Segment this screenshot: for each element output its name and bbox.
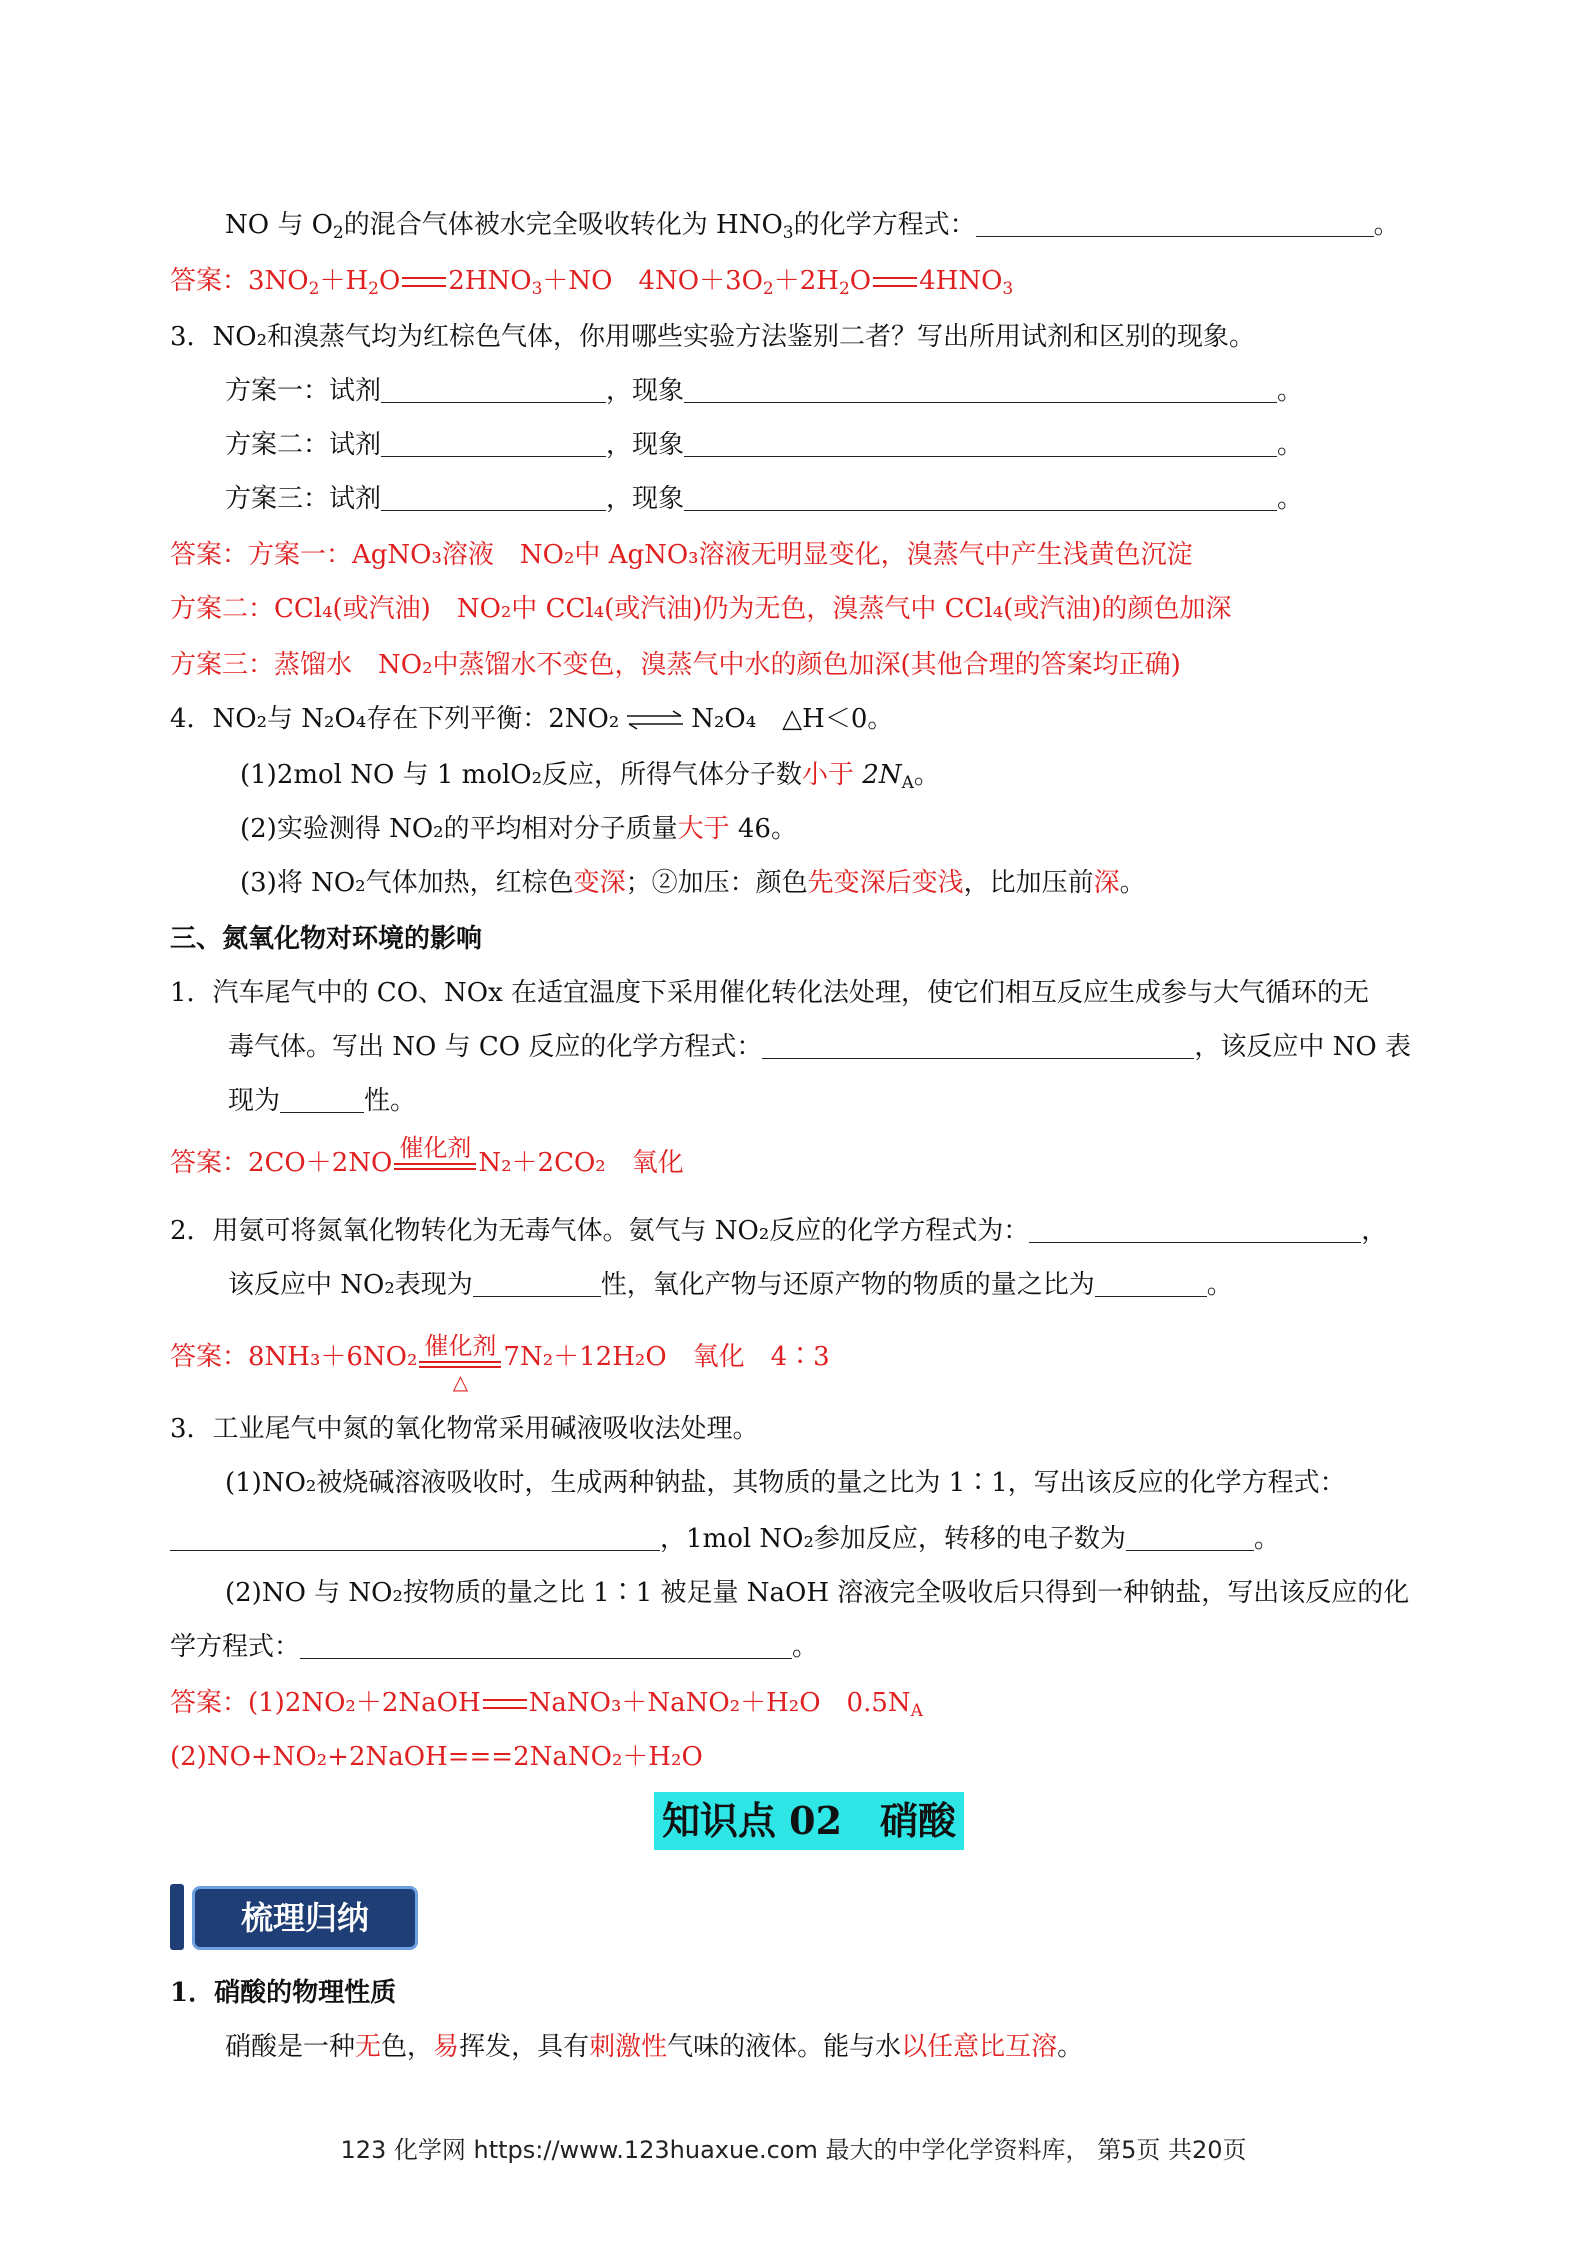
- answer-text: 大于: [677, 814, 730, 844]
- text: 答案：8NH₃＋6NO₂: [170, 1342, 418, 1372]
- answer-blank: [684, 484, 1277, 511]
- answer-blank: [381, 484, 606, 511]
- text: 。: [792, 1632, 819, 1662]
- answer-text: 小于: [802, 760, 855, 790]
- text: O: [378, 266, 401, 296]
- text: △: [452, 1370, 469, 1394]
- answer-text: 变深: [573, 868, 626, 898]
- text: 方案二：试剂: [225, 430, 382, 460]
- answer-blank: [684, 430, 1277, 457]
- text: 气味的液体。能与水: [667, 2032, 902, 2062]
- text: ，该反应中 NO 表: [1194, 1032, 1411, 1062]
- answer-blank: [300, 1632, 792, 1659]
- text: ＋H: [319, 266, 369, 296]
- question-4-3: [240, 866, 1520, 900]
- text: ，: [1361, 1216, 1388, 1246]
- text: 2．用氨可将氮氧化物转化为无毒气体。氨气与 NO₂反应的化学方程式为：: [170, 1216, 1030, 1246]
- answer-blank: [762, 1032, 1194, 1059]
- subsection-title: 1．硝酸的物理性质: [170, 1978, 397, 2008]
- text: A: [910, 1701, 923, 1721]
- text: 硝酸是一种: [225, 2032, 356, 2062]
- badge-label: 梳理归纳: [192, 1886, 418, 1950]
- answer-blank: [170, 1524, 660, 1551]
- answer-text: 以任意比互溶: [901, 2032, 1058, 2062]
- answer-text: 易: [433, 2032, 460, 2062]
- text: 。: [1253, 1524, 1280, 1554]
- text: 性，氧化产物与还原产物的物质的量之比为: [600, 1270, 1095, 1300]
- badge-bar: [170, 1884, 184, 1950]
- text: 催化剂: [399, 1134, 472, 1162]
- answer-line: (2)NO+NO₂+2NaOH===2NaNO₂＋H₂O: [170, 1742, 703, 1772]
- text: N₂O₄ △H＜0。: [691, 704, 894, 734]
- text: ，现象: [606, 484, 685, 514]
- answer-line: 方案二：CCl₄(或汽油) NO₂中 CCl₄(或汽油)仍为无色，溴蒸气中 CCl₄(或汽油)的颜色加深: [170, 594, 1232, 624]
- answer-blank: [381, 376, 606, 403]
- text: 46。: [729, 814, 797, 844]
- text: ＋2H: [773, 266, 839, 296]
- answer-blank: [1029, 1216, 1361, 1243]
- text: 7N₂＋12H₂O 氧化 4∶3: [503, 1342, 830, 1372]
- answer-blank: [1126, 1524, 1254, 1551]
- text: 2HNO: [448, 266, 532, 296]
- text: A: [901, 773, 914, 793]
- plan-line-3: [225, 482, 1505, 516]
- text: (1)2mol NO 与 1 molO₂反应，所得气体分子数: [240, 760, 803, 790]
- text: 方案三：试剂: [225, 484, 382, 514]
- text: NO 与 O: [225, 210, 333, 240]
- text: ，现象: [606, 430, 685, 460]
- text: 催化剂: [424, 1332, 497, 1360]
- plan-line-1: [225, 374, 1505, 408]
- text: 。: [1057, 2032, 1084, 2062]
- s3-question-3: 3．工业尾气中氮的氧化物常采用碱液吸收法处理。: [170, 1414, 759, 1444]
- text: (3)将 NO₂气体加热，红棕色: [240, 868, 574, 898]
- answer-text: 刺激性: [589, 2032, 668, 2062]
- text: 毒气体。写出 NO 与 CO 反应的化学方程式：: [228, 1032, 763, 1062]
- answer-line: 方案三：蒸馏水 NO₂中蒸馏水不变色，溴蒸气中水的颜色加深(其他合理的答案均正确): [170, 650, 1181, 680]
- knowledge-point-heading: 知识点 02 硝酸: [654, 1792, 964, 1850]
- answer-blank: [976, 210, 1374, 237]
- text: 方案一：试剂: [225, 376, 382, 406]
- catalyst-condition: [419, 1332, 501, 1394]
- answer-line: [170, 1686, 1450, 1728]
- section-heading: 三、氮氧化物对环境的影响: [170, 924, 483, 954]
- question-3: 3．NO₂和溴蒸气均为红棕色气体，你用哪些实验方法鉴别二者？写出所用试剂和区别的现象。: [170, 322, 1256, 352]
- s3-question-1-cont: [228, 1084, 1508, 1118]
- answer-blank: [473, 1270, 601, 1297]
- answer-blank: [684, 376, 1277, 403]
- answer-line: 答案：$3NO_2+H_2O$ $2HNO_3+NO$ $4NO+3O_2+2H_2O$ $4HNO_3$: [170, 266, 1014, 299]
- answer-line: [170, 1332, 1450, 1394]
- text: 。: [1277, 430, 1304, 460]
- text: 色，: [381, 2032, 434, 2062]
- question-line: NO 与 $O_2$的混合气体被水完全吸收转化为 $HNO_3$的化学方程式： 。: [225, 210, 1400, 243]
- question-4-1: [240, 758, 1520, 800]
- text: 性。: [364, 1086, 417, 1116]
- text: 答案：(1)2NO₂＋2NaOH: [170, 1688, 481, 1718]
- text: 。: [1206, 1270, 1233, 1300]
- answer-blank: [1095, 1270, 1207, 1297]
- s3-question-2-cont: [228, 1268, 1508, 1302]
- s3-question-3-2: (2)NO 与 NO₂按物质的量之比 1∶1 被足量 NaOH 溶液完全吸收后只得到一种钠盐，写出该反应的化: [225, 1578, 1410, 1608]
- equals-sign: [402, 277, 446, 287]
- text: ；②加压：颜色: [625, 868, 808, 898]
- answer-blank: [280, 1086, 364, 1113]
- text: 4．NO₂与 N₂O₄存在下列平衡：2NO₂: [170, 704, 620, 734]
- answer-text: 深: [1093, 868, 1120, 898]
- text: 。: [1277, 484, 1304, 514]
- question-4: [170, 702, 1450, 736]
- question-4-2: [240, 812, 1520, 846]
- reversible-arrow-icon: [625, 710, 685, 730]
- text: 的混合气体被水完全吸收转化为 HNO: [343, 210, 783, 240]
- s3-question-2: [170, 1214, 1450, 1248]
- text: ，1mol NO₂参加反应，转移的电子数为: [660, 1524, 1126, 1554]
- equals-sign: [483, 1699, 527, 1709]
- text: O: [849, 266, 872, 296]
- text: 4HNO: [919, 266, 1003, 296]
- s3-question-1: 1．汽车尾气中的 CO、NOx 在适宜温度下采用催化转化法处理，使它们相互反应生成参与大气循环的无: [170, 978, 1370, 1008]
- text: 。: [913, 760, 940, 790]
- page-footer: 123 化学网 https://www.123huaxue.com 最大的中学化学资料库， 第5页 共20页: [340, 2136, 1247, 2164]
- text: ，比加压前: [963, 868, 1094, 898]
- text: ，现象: [606, 376, 685, 406]
- equals-sign: [873, 277, 917, 287]
- answer-line: [170, 1134, 1450, 1180]
- answer-line: 答案：方案一：AgNO₃溶液 NO₂中 AgNO₃溶液无明显变化，溴蒸气中产生浅黄色沉淀: [170, 540, 1193, 570]
- paragraph: [225, 2030, 1505, 2064]
- text: 学方程式：: [170, 1632, 301, 1662]
- text: NaNO₃＋NaNO₂＋H₂O 0.5N: [528, 1688, 911, 1718]
- s3-question-1-cont: [228, 1030, 1508, 1064]
- text: 答案：3NO: [170, 266, 309, 296]
- text: 。: [1277, 376, 1304, 406]
- text: 挥发，具有: [459, 2032, 590, 2062]
- text: N₂＋2CO₂ 氧化: [478, 1148, 684, 1178]
- text: 答案：2CO＋2NO: [170, 1148, 393, 1178]
- text: 。: [1119, 868, 1146, 898]
- plan-line-2: [225, 428, 1505, 462]
- summary-badge: [170, 1882, 420, 1950]
- text: 该反应中 NO₂表现为: [228, 1270, 473, 1300]
- text: (2)实验测得 NO₂的平均相对分子质量: [240, 814, 678, 844]
- s3-question-3-1: (1)NO₂被烧碱溶液吸收时，生成两种钠盐，其物质的量之比为 1∶1，写出该反应的化学方程式：: [225, 1468, 1346, 1498]
- text: ＋NO 4NO＋3O: [542, 266, 763, 296]
- text: 现为: [228, 1086, 281, 1116]
- text: 的化学方程式：: [793, 210, 976, 240]
- catalyst-condition: [394, 1134, 476, 1180]
- text: 。: [1373, 210, 1400, 240]
- answer-text: 无: [355, 2032, 382, 2062]
- answer-blank: [381, 430, 606, 457]
- answer-text: 先变深后变浅: [807, 868, 964, 898]
- s3-question-3-1-cont: [170, 1522, 1450, 1556]
- s3-question-3-2-cont: [170, 1630, 1450, 1664]
- text: 2N: [854, 760, 902, 790]
